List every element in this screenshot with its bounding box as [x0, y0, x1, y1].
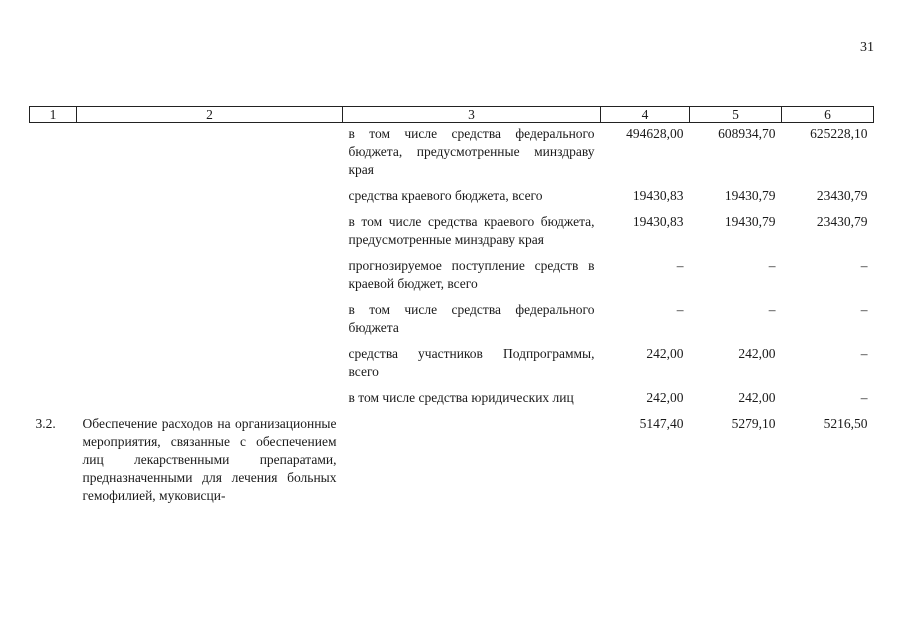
measure-cell — [77, 257, 343, 301]
col-header-2: 2 — [77, 107, 343, 123]
table-row — [30, 187, 874, 213]
value-col5-cell: 242,00 — [738, 346, 776, 361]
value-col6-cell: – — [860, 258, 868, 273]
value-col5-cell: 19430,79 — [724, 188, 776, 203]
table-row — [30, 389, 874, 415]
col-header-6: 6 — [782, 107, 874, 123]
funding-source-cell: в том числе средства федерального бюджета, предусмотренные минздраву края — [348, 126, 595, 177]
col-header-1: 1 — [30, 107, 77, 123]
row-number-cell: 3.2. — [35, 416, 56, 431]
measure-cell — [77, 187, 343, 213]
value-col5-cell: 608934,70 — [718, 126, 776, 141]
value-col4-cell: 19430,83 — [632, 214, 684, 229]
table-row — [30, 123, 874, 188]
table-row — [30, 257, 874, 301]
value-col4-cell: – — [676, 258, 684, 273]
table-row — [30, 415, 874, 513]
col-header-3: 3 — [343, 107, 601, 123]
value-col4-cell: 242,00 — [646, 346, 684, 361]
row-number-cell — [30, 123, 77, 188]
value-col6-cell: 23430,79 — [816, 188, 868, 203]
measure-cell — [77, 301, 343, 345]
col-header-4: 4 — [601, 107, 690, 123]
row-number-cell — [30, 301, 77, 345]
measure-cell — [77, 123, 343, 188]
value-col6-cell: 5216,50 — [823, 416, 868, 431]
row-number-cell — [30, 389, 77, 415]
table-row — [30, 301, 874, 345]
funding-source-cell: средства краевого бюджета, всего — [348, 188, 543, 203]
value-col4-cell: 19430,83 — [632, 188, 684, 203]
value-col4-cell: 242,00 — [646, 390, 684, 405]
table-row — [30, 213, 874, 257]
row-number-cell — [30, 257, 77, 301]
value-col4-cell: 494628,00 — [626, 126, 684, 141]
value-col5-cell: 242,00 — [738, 390, 776, 405]
budget-table — [29, 106, 874, 513]
value-col5-cell: – — [768, 302, 776, 317]
value-col5-cell: 19430,79 — [724, 214, 776, 229]
funding-source-cell: средства участников Подпрограммы, всего — [348, 346, 595, 379]
funding-source-cell: в том числе средства юридических лиц — [348, 390, 574, 405]
value-col4-cell: 5147,40 — [639, 416, 684, 431]
funding-source-cell: прогнозируемое поступление средств в краевой бюджет, всего — [348, 258, 595, 291]
value-col6-cell: – — [860, 390, 868, 405]
row-number-cell — [30, 345, 77, 389]
value-col4-cell: – — [676, 302, 684, 317]
funding-source-cell — [343, 415, 601, 513]
measure-cell: Обеспечение расходов на организационные мероприятия, связанные с обеспечением лиц лекарственными препаратами, предназначенными для лечения больных гемофилией, муковисци- — [82, 416, 337, 503]
value-col6-cell: – — [860, 302, 868, 317]
value-col6-cell: 23430,79 — [816, 214, 868, 229]
measure-cell — [77, 345, 343, 389]
funding-source-cell: в том числе средства краевого бюджета, предусмотренные минздраву края — [348, 214, 595, 247]
table-row — [30, 345, 874, 389]
row-number-cell — [30, 187, 77, 213]
funding-source-cell: в том числе средства федерального бюджета — [348, 302, 595, 335]
measure-cell — [77, 213, 343, 257]
value-col5-cell: 5279,10 — [731, 416, 776, 431]
value-col6-cell: 625228,10 — [810, 126, 868, 141]
row-number-cell — [30, 213, 77, 257]
col-header-5: 5 — [690, 107, 782, 123]
measure-cell — [77, 389, 343, 415]
value-col6-cell: – — [860, 346, 868, 361]
page-number: 31 — [860, 40, 874, 55]
column-number-header-row — [30, 107, 874, 123]
value-col5-cell: – — [768, 258, 776, 273]
